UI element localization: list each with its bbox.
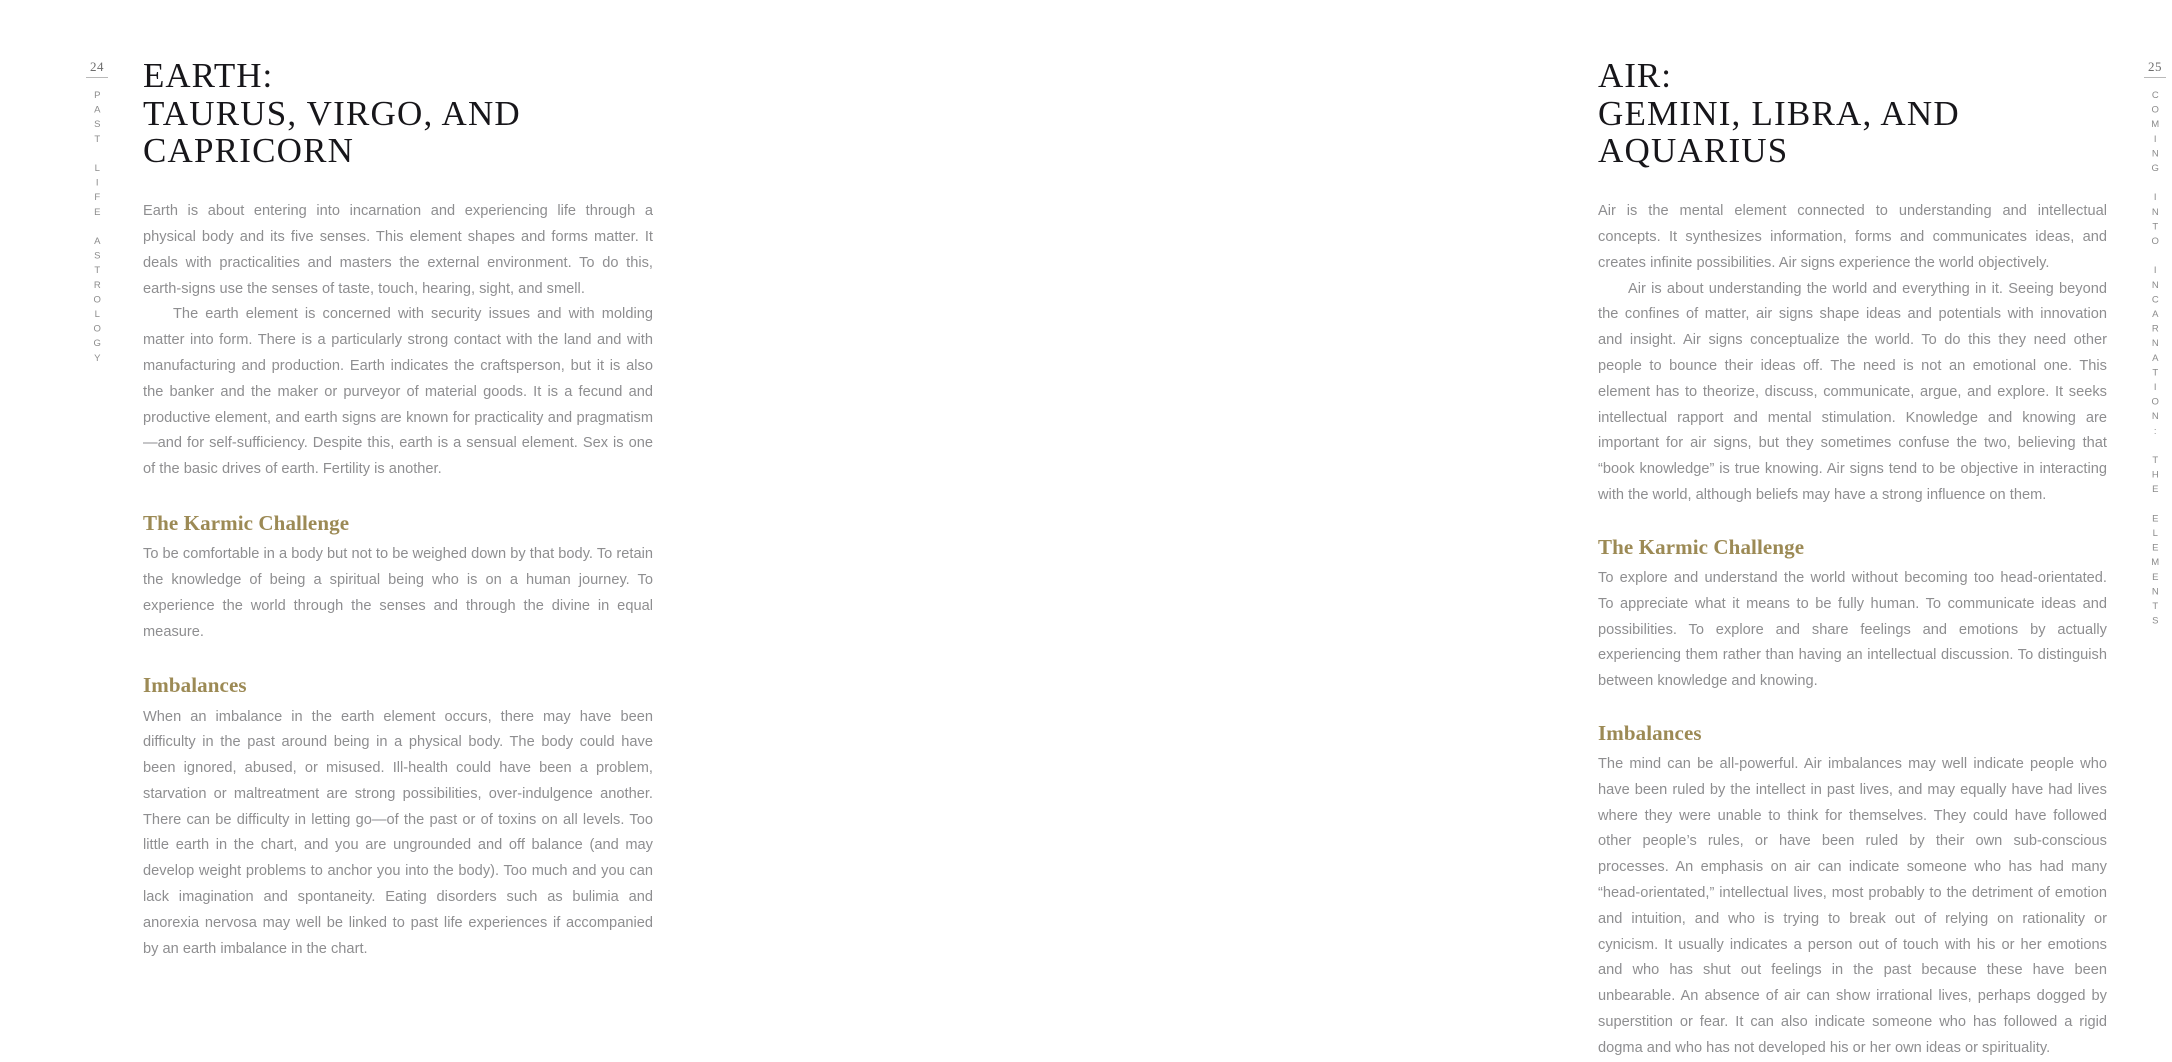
page-number-left: 24 [86, 60, 108, 78]
left-page [0, 0, 750, 1057]
section-heading: Imbalances [143, 673, 247, 698]
page-number-right: 25 [2144, 60, 2166, 78]
right-page-marginalia [2138, 60, 2172, 630]
running-head-right: COMING INTO INCARNATION: THE ELEMENTS [2149, 90, 2161, 631]
paragraph: Air is about understanding the world and everything in it. Seeing beyond the confines of matter, air signs shape ideas and potentials with innovation and insight. Air signs conceptualize the world. To do this they need other people to bounce their ideas off. The need is not an emotional one. This element has to theorize, discuss, communicate, argue, and explore. It seeks intellectual rapport and mental stimulation. Knowledge and knowing are important for air signs, but they sometimes confuse the two, believing that “book knowledge” is true knowing. Air signs tend to be objective in interacting with the world, although beliefs may have a strong influence on them. [1598, 280, 2107, 503]
running-head-left: PAST LIFE ASTROLOGY [91, 90, 103, 368]
left-page-marginalia [80, 60, 114, 367]
right-page-title [1598, 58, 2107, 169]
left-section-imbalances [143, 673, 653, 962]
section-heading: The Karmic Challenge [1598, 534, 1805, 559]
right-page-title-line1: AIR: [1598, 56, 1672, 95]
right-intro-body [1598, 199, 2107, 509]
paragraph: The mind can be all-powerful. Air imbalances may well indicate people who have been ruled by the intellect in past lives, and may equally have had lives where they were unable to think for themselves. They could have followed other people’s rules, or have been ruled by their own sub-conscious processes. An emphasis on air can indicate someone who has had many “head-orientated,” intellectual lives, most probably to the detriment of emotion and intuition, and who is trying to break out of relying on rationality or cynicism. It usually indicates a person out of touch with his or her emotions and who has shut out feelings in the past because these have been unbearable. An absence of air can show irrational lives, perhaps dogged by superstition or fear. It can also indicate someone who has followed a rigid dogma and who has not developed his or her own ideas or spirituality. [1598, 756, 2107, 1056]
paragraph: Earth is about entering into incarnation and experiencing life through a physical body and its five senses. This element shapes and forms matter. It deals with practicalities and masters the external environment. To do this, earth-signs use the senses of taste, touch, hearing, sight, and smell. [143, 203, 653, 297]
right-page [750, 0, 2162, 1057]
right-text-column [1598, 58, 2107, 1062]
left-text-column [143, 58, 653, 962]
left-intro-body [143, 199, 653, 483]
left-section-karmic-challenge [143, 511, 653, 645]
left-page-title-line2: TAURUS, VIRGO, AND CAPRICORN [143, 94, 521, 170]
right-section-karmic-challenge [1598, 535, 2107, 695]
paragraph: Air is the mental element connected to understanding and intellectual concepts. It synthesizes information, forms and communicates ideas, and creates infinite possibilities. Air signs experience the world objectively. [1598, 203, 2107, 271]
right-page-title-line2: GEMINI, LIBRA, AND AQUARIUS [1598, 94, 1960, 170]
section-heading: The Karmic Challenge [143, 510, 350, 535]
left-page-title-line1: EARTH: [143, 56, 274, 95]
right-section-imbalances [1598, 721, 2107, 1062]
paragraph: When an imbalance in the earth element occurs, there may have been difficulty in the past around being in a physical body. The body could have been ignored, abused, or misused. Ill-health could have been a problem, starvation or maltreatment are strong possibilities, over-indulgence another. There can be difficulty in letting go—of the past or of toxins on all levels. Too little earth in the chart, and you are ungrounded and off balance (and may develop weight problems to anchor you into the body). Too much and you can lack imagination and spontaneity. Eating disorders such as bulimia and anorexia nervosa may well be linked to past life experiences if accompanied by an earth imbalance in the chart. [143, 708, 653, 957]
paragraph: To be comfortable in a body but not to be weighed down by that body. To retain the knowledge of being a spiritual being who is on a human journey. To experience the world through the senses and through the divine in equal measure. [143, 546, 653, 640]
section-heading: Imbalances [1598, 720, 1702, 745]
paragraph: To explore and understand the world without becoming too head-orientated. To appreciate what it means to be fully human. To communicate ideas and possibilities. To explore and share feelings and emotions by actually experiencing them rather than having an intellectual discussion. To distinguish between knowledge and knowing. [1598, 569, 2107, 690]
left-page-title [143, 58, 653, 169]
paragraph: The earth element is concerned with security issues and with molding matter into form. There is a particularly strong contact with the land and with manufacturing and production. Earth indicates the craftsperson, but it is also the banker and the maker or purveyor of material goods. It is a fecund and productive element, and earth signs are known for practicality and pragmatism—and for self-sufficiency. Despite this, earth is a sensual element. Sex is one of the basic drives of earth. Fertility is another. [143, 306, 653, 478]
